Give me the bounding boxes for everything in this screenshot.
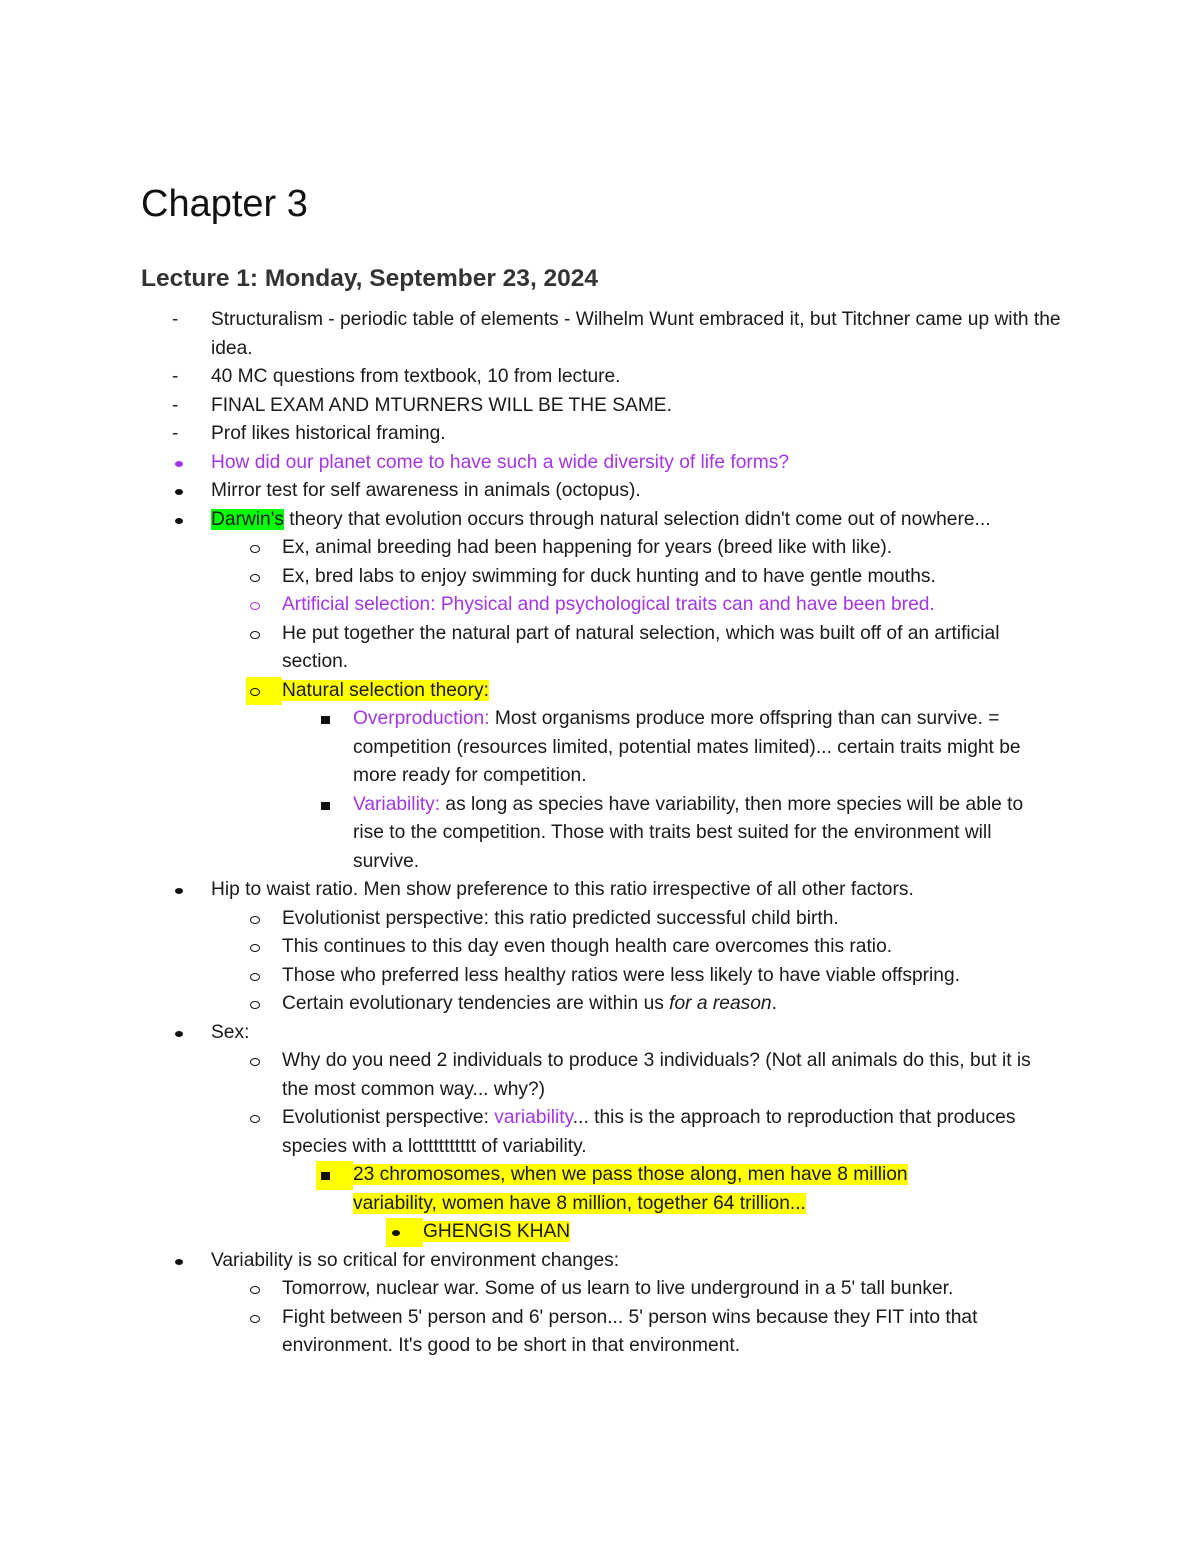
- list-item: Ex, animal breeding had been happening for years (breed like with like).: [282, 537, 893, 558]
- list-item: Why do you need 2 individuals to produce 3 individuals? (Not all animals do this, but it is the most common way... why?): [282, 1050, 1031, 1100]
- list-item: 23 chromosomes, when we pass those along, men have 8 million variability, women have 8 million, together 64 trillion...: [0, 1161, 1200, 1218]
- list-item: Overproduction: Most organisms produce more offspring than can survive. = competition (resources limited, potential mates limited)... certain traits might be more ready for competition.: [353, 708, 1021, 786]
- list-item: Sex:: [211, 1021, 250, 1043]
- list-item: Natural selection theory:: [0, 677, 1200, 706]
- list-item: Hip to waist ratio. Men show preference to this ratio irrespective of all other factors.: [211, 879, 914, 900]
- list-item: Tomorrow, nuclear war. Some of us learn to live underground in a 5' tall bunker.: [282, 1278, 954, 1299]
- lecture-heading: Lecture 1: Monday, September 23, 2024: [141, 265, 599, 292]
- list-item: Those who preferred less healthy ratios were less likely to have viable offspring.: [282, 964, 960, 986]
- list-item: Fight between 5' person and 6' person... 5' person wins because they FIT into that environment. It's good to be short in that environment.: [282, 1306, 978, 1356]
- list-item: He put together the natural part of natural selection, which was built off of an artificial section.: [282, 622, 1000, 672]
- list-item: - Structuralism - periodic table of elements - Wilhelm Wunt embraced it, but Titchner came up with the idea.: [0, 306, 1200, 363]
- list-item: This continues to this day even though health care overcomes this ratio.: [282, 936, 893, 957]
- list-item: Evolutionist perspective: variability... this is the approach to reproduction that produces species with a lotttttttttt of variability.: [282, 1107, 1016, 1157]
- list-item: Darwin's theory that evolution occurs through natural selection didn't come out of nowhere...: [211, 508, 991, 530]
- list-item: Ex, bred labs to enjoy swimming for duck hunting and to have gentle mouths.: [282, 565, 936, 587]
- list-item: How did our planet come to have such a wide diversity of life forms?: [211, 451, 790, 473]
- list-item: Certain evolutionary tendencies are within us for a reason.: [282, 993, 777, 1014]
- list-item: Mirror test for self awareness in animals (octopus).: [211, 480, 641, 501]
- notes-list: [0, 306, 1200, 1361]
- list-item: - FINAL EXAM AND MTURNERS WILL BE THE SAME.: [0, 392, 1200, 421]
- list-item: Variability: as long as species have variability, then more species will be able to rise to the competition. Those with traits best suited for the environment will survive.: [353, 793, 1024, 872]
- list-item: - 40 MC questions from textbook, 10 from lecture.: [0, 363, 1200, 392]
- dash-bullet-icon: -: [172, 423, 179, 444]
- list-item: - Prof likes historical framing.: [0, 420, 1200, 449]
- list-item: GHENGIS KHAN: [0, 1218, 1200, 1247]
- highlighted-term: Darwin's: [211, 508, 284, 530]
- dash-bullet-icon: -: [172, 394, 179, 416]
- list-item: Artificial selection: Physical and psychological traits can and have been bred.: [282, 594, 935, 615]
- dash-bullet-icon: -: [172, 366, 179, 387]
- list-item: Variability is so critical for environment changes:: [211, 1249, 620, 1271]
- page-title: Chapter 3: [141, 183, 308, 225]
- list-item: Evolutionist perspective: this ratio predicted successful child birth.: [282, 907, 839, 929]
- dash-bullet-icon: -: [172, 309, 179, 330]
